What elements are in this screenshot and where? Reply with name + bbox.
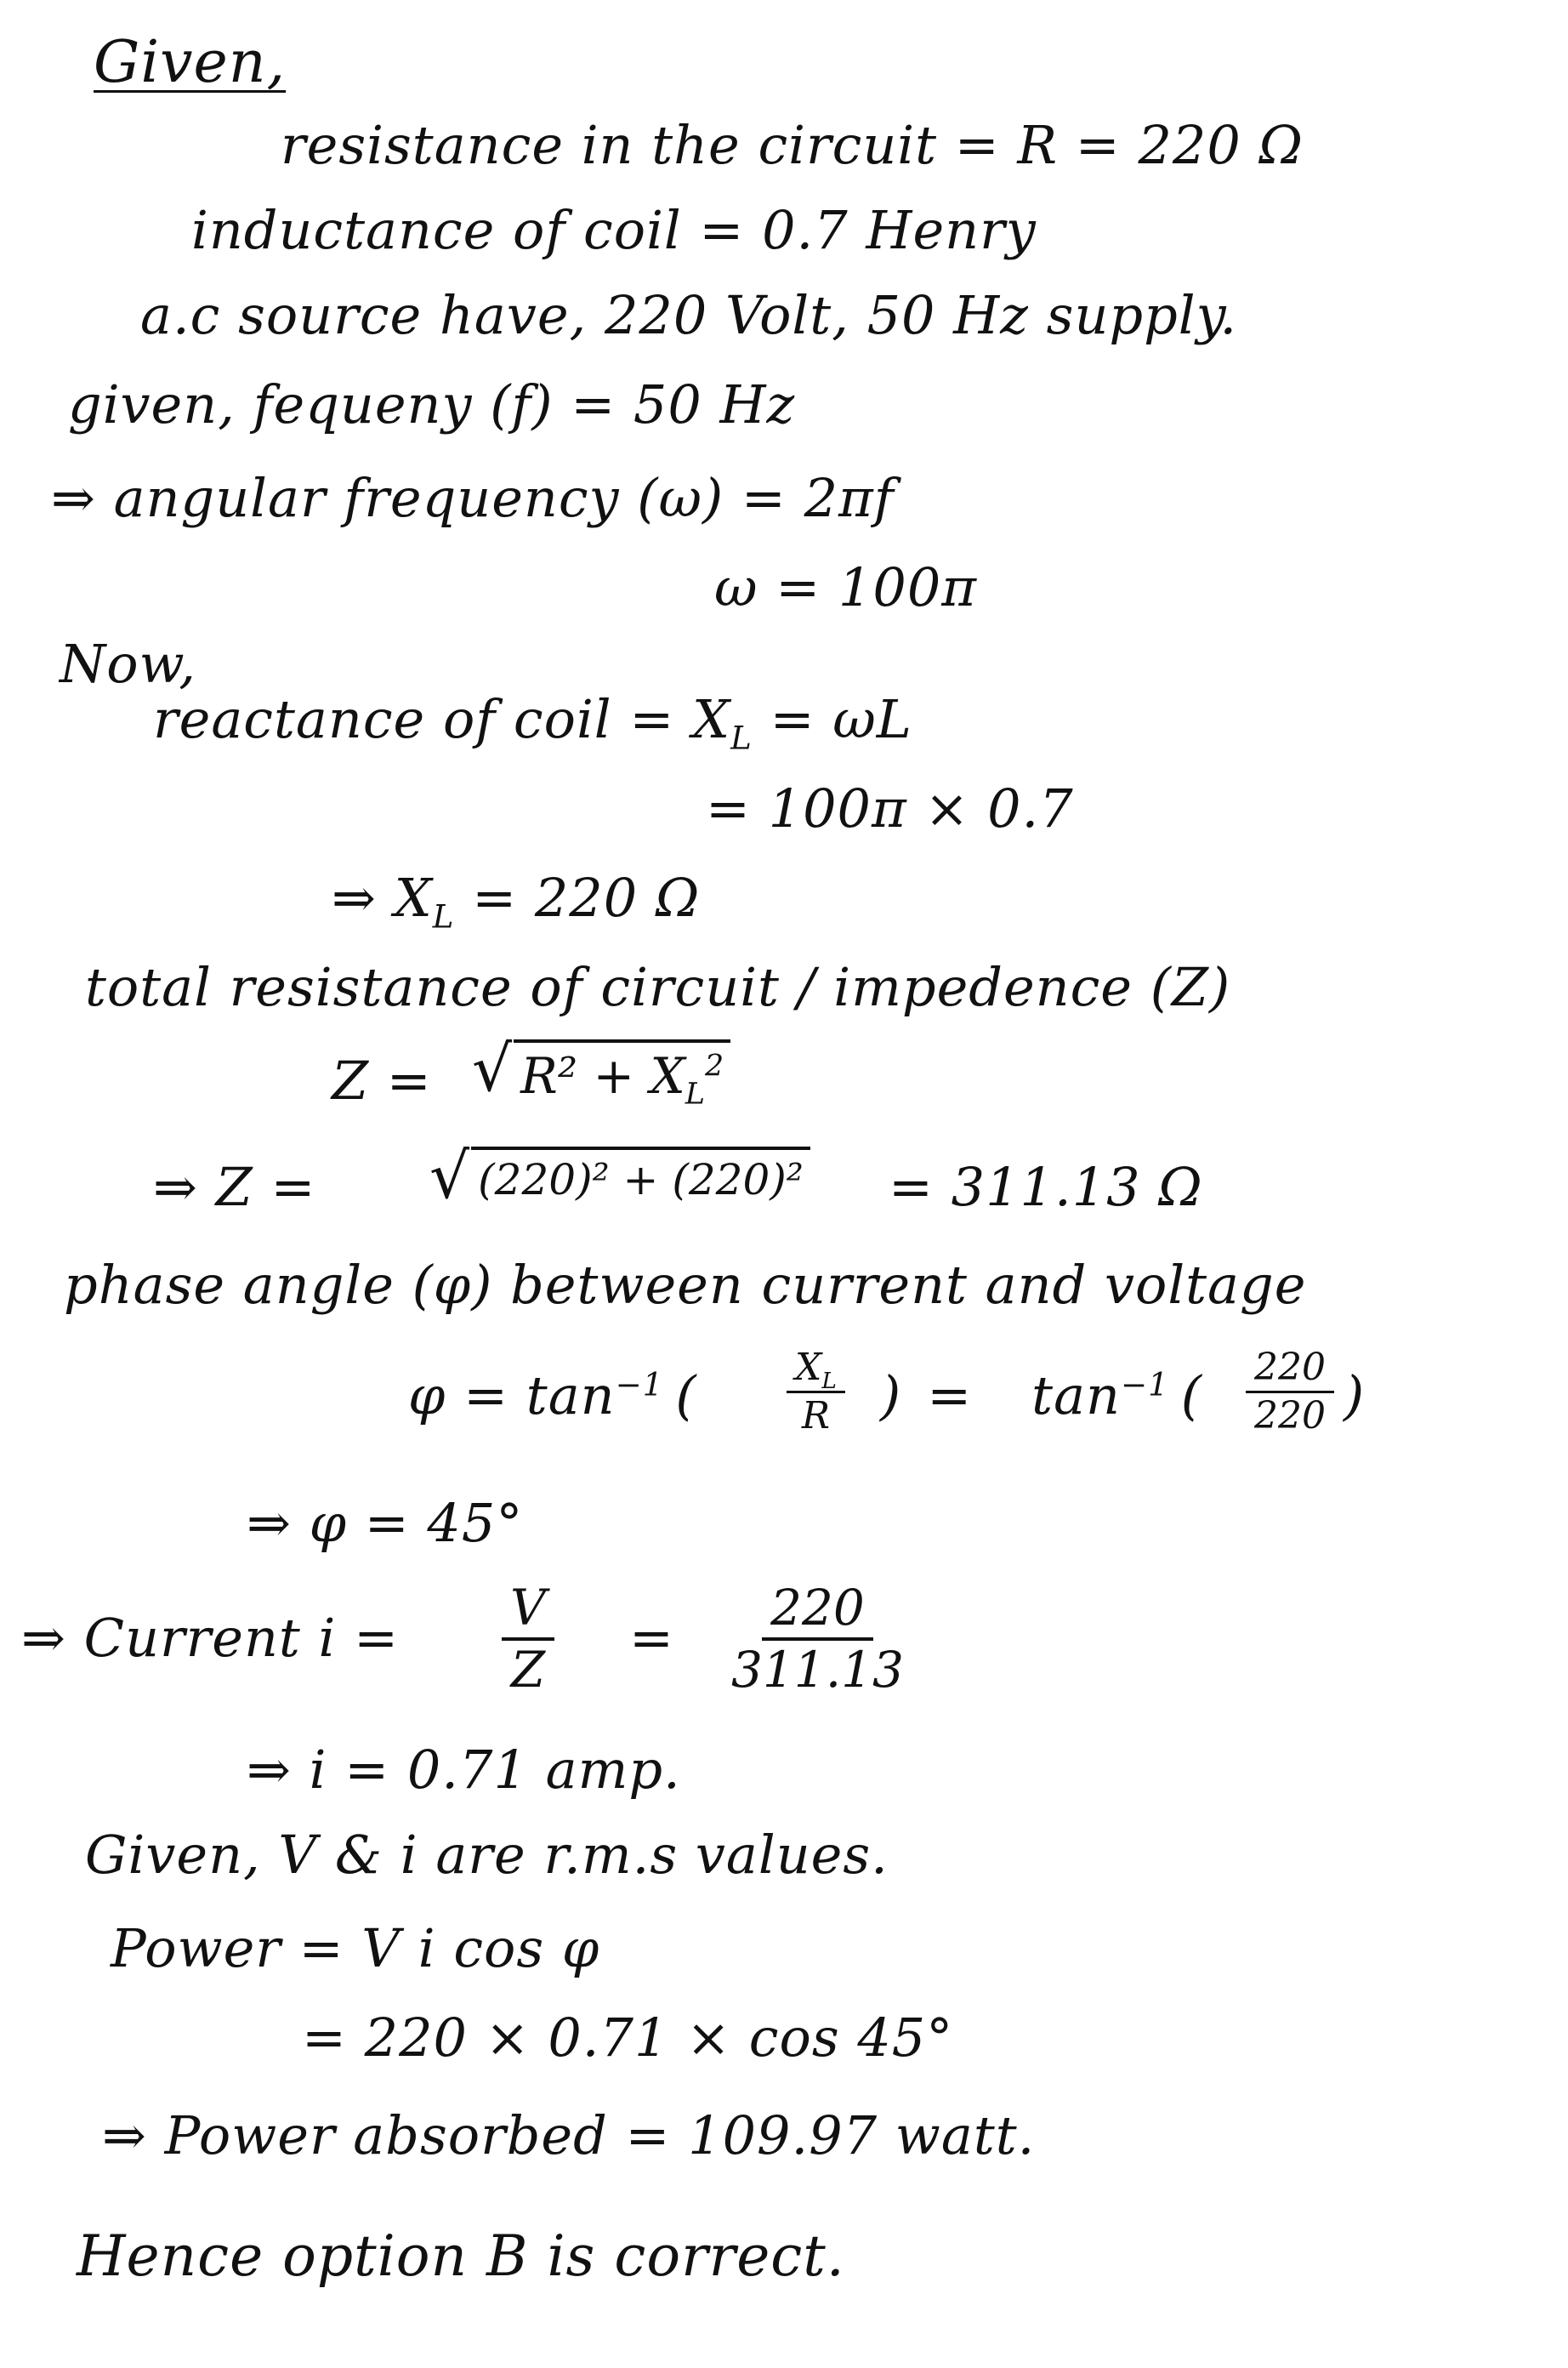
current-fraction-220-over-311: $\frac{220}{311.13}$	[731, 1579, 904, 1699]
z-formula-radicand: $R^2 + X_L^2$	[514, 1039, 730, 1101]
z-formula-lhs: Z =	[332, 1050, 432, 1112]
square-root-symbol-2: √	[429, 1140, 470, 1213]
reactance-subscript: L	[730, 719, 753, 757]
impedance-heading: total resistance of circuit / impedence (Z)	[85, 956, 1231, 1018]
current-result: ⇒ i = 0.71 amp.	[247, 1739, 681, 1801]
phase-angle-heading: phase angle (φ) between current and voltage	[64, 1254, 1307, 1316]
given-heading: Given,	[94, 29, 287, 96]
frequency-line: given, fequeny (f) = 50 Hz	[68, 373, 796, 435]
power-formula: Power = V i cos φ	[111, 1917, 600, 1979]
reactance-calc: = 100π × 0.7	[706, 777, 1074, 840]
reactance-result-lhs: ⇒ X	[332, 867, 433, 929]
angular-frequency-line: ⇒ angular frequency (ω) = 2πf	[51, 467, 895, 529]
phi-fraction-xl-over-r: $\frac{X_L}{R}$	[787, 1348, 845, 1436]
power-calc: = 220 × 0.71 × cos 45°	[302, 2007, 954, 2069]
reactance-result-subscript: L	[432, 897, 455, 936]
reactance-text: reactance of coil = X	[153, 688, 731, 750]
inverse-superscript: −1	[615, 1365, 664, 1403]
current-fraction-v-over-z: $\frac{V}{Z}$	[502, 1582, 554, 1696]
rms-note: Given, V & i are r.m.s values.	[85, 1824, 889, 1886]
square-root-symbol: √	[472, 1033, 513, 1106]
z-calc-radicand: (220)² + (220)²	[471, 1147, 810, 1201]
conclusion: Hence option B is correct.	[77, 2223, 845, 2289]
current-equals: =	[629, 1607, 674, 1669]
z-calc-lhs: ⇒ Z =	[153, 1156, 316, 1218]
z-formula-root	[472, 1033, 730, 1112]
now-label: Now,	[60, 633, 196, 695]
reactance-result-value: = 220 Ω	[454, 867, 701, 929]
current-formula-lhs: ⇒ Current i =	[21, 1607, 400, 1669]
omega-value: ω = 100π	[714, 556, 978, 618]
z-calc-root	[429, 1140, 810, 1213]
reactance-rhs: = ωL	[752, 688, 912, 750]
phi-result: ⇒ φ = 45°	[247, 1492, 524, 1554]
power-absorbed: ⇒ Power absorbed = 109.97 watt.	[102, 2104, 1036, 2166]
phi-fraction-220-over-220: $\frac{220}{220}$	[1246, 1348, 1334, 1436]
resistance-line: resistance in the circuit = R = 220 Ω	[281, 114, 1304, 176]
phi-formula-close: )	[1344, 1364, 1366, 1426]
reactance-result	[332, 867, 701, 936]
z-result: = 311.13 Ω	[889, 1156, 1203, 1218]
inductance-line: inductance of coil = 0.7 Henry	[191, 199, 1037, 261]
phi-formula-lhs: $\varphi = \tan^{-1}$ (	[408, 1364, 697, 1426]
reactance-line	[153, 688, 912, 757]
source-line: a.c source have, 220 Volt, 50 Hz supply.	[140, 284, 1238, 346]
phi-formula-mid: ) = $\tan^{-1}$ (	[880, 1364, 1202, 1426]
